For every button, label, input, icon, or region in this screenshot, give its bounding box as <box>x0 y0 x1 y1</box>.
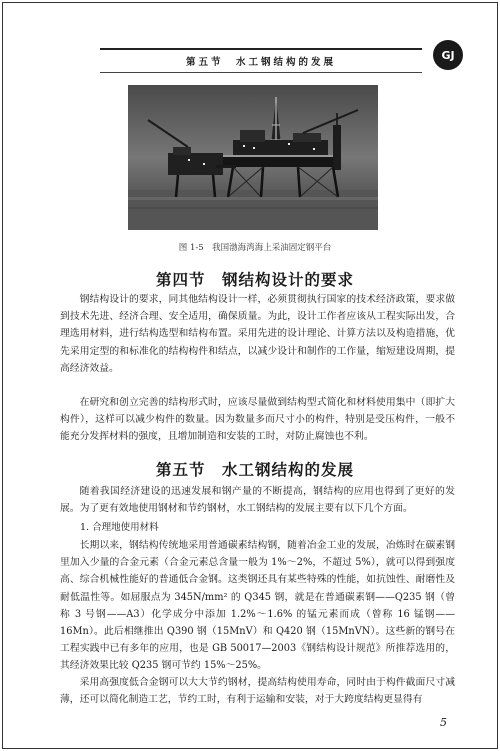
section-5-paragraph-3: 采用高强度低合金钢可以大大节约钢材，提高结构使用寿命，同时由于构件截面尺寸减薄，还可以简化制造工艺，节约工时，有利于运输和安装，对于大跨度结构更显得有 <box>60 677 455 706</box>
section-5-title: 第五节 水工钢结构的发展 <box>155 460 354 479</box>
section-5-paragraph-1: 随着我国经济建设的迅速发展和钢产量的不断提高，钢结构的应用也得到了更好的发展。为了更有效地使用钢材和节约钢材，水工钢结构的发展主要有以下几个方面。 <box>60 486 455 515</box>
section-4-paragraph-1: 钢结构设计的要求，同其他结构设计一样，必须贯彻执行国家的技术经济政策，要求做到技术先进、经济合理、安全适用，确保质量。为此，设计工作者应该从工程实际出发，合理选用材料，进行结构选型和结构布置。采用先进的设计理论、计算方法以及构造措施，优先采用定型的和标准化的结构构件和结点，以减少设计和制作的工作量，缩短建设周期，提高经济效益。 <box>60 294 455 374</box>
subsection-heading: 1. 合理地使用材料 <box>80 522 159 533</box>
figure-caption: 图 1-5 我国渤海湾海上采油固定钢平台 <box>178 243 332 253</box>
logo-text: GJ <box>441 48 455 62</box>
running-header <box>100 48 422 73</box>
section-5-paragraph-2: 长期以来，钢结构传统地采用普通碳素结构钢，随着冶金工业的发展，冶炼时在碳素钢里加入少量的合金元素（合金元素总含量一般为 1%～2%，不超过 5%），就可以得到强度高、综合机械性能好的普通低合金钢。这类钢还具有某些特殊的性能，如抗蚀性、耐磨性及耐低温性等。如屈服点为 345N/mm² 的 Q345 钢，就是在普通碳素钢——Q235 钢（曾称 3 号钢——A3）化学成分中添加 1.2%～1.6% 的锰元素而成（曾称 16 锰钢——16Mn）。此后相继推出 Q390 钢（15MnV）和 Q420 钢（15MnVN）。这些新的钢号在工程实践中已有多年的应用，也是 GB 50017—2003《钢结构设计规范》所推荐选用的，其经济效果比较 Q235 钢可节约 15%～25%。 <box>60 540 455 672</box>
section-4-title: 第四节 钢结构设计的要求 <box>155 270 354 289</box>
offshore-platform-photo <box>128 85 378 230</box>
running-title: 第五节 水工钢结构的发展 <box>185 57 336 68</box>
section-4-paragraph-2: 在研究和创立完善的结构形式时，应该尽量做到结构型式简化和材料使用集中（即扩大构件），这样可以减少构件的数量。因为数量多而尺寸小的构件，特别是受压构件，一般不能充分发挥材料的强度，且增加制造和安装的工时，对防止腐蚀也不利。 <box>60 397 455 443</box>
page-number: 5 <box>440 716 447 729</box>
gj-logo-icon <box>433 40 463 70</box>
